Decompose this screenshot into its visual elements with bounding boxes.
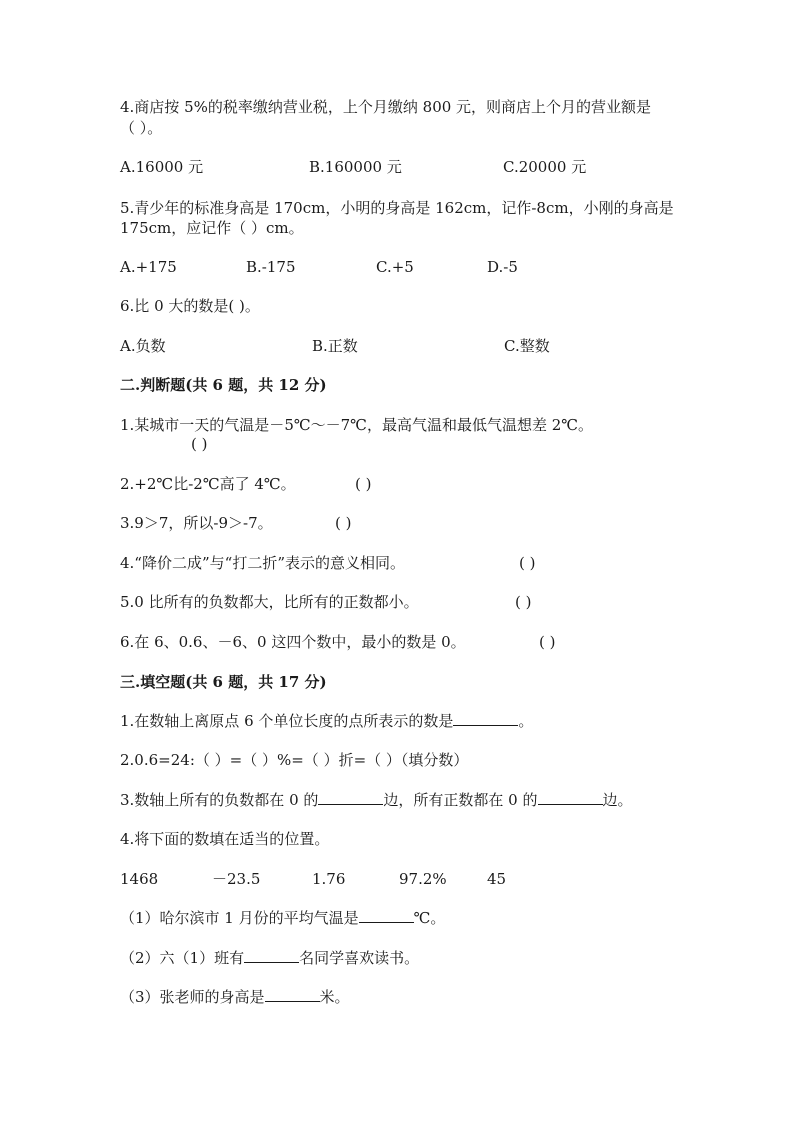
answer-blank[interactable] xyxy=(359,908,414,923)
sub-1-end: ℃。 xyxy=(413,909,446,927)
fill-item-3-text-b: 边，所有正数都在 0 的 xyxy=(383,791,538,809)
fill-item-1 xyxy=(120,711,533,731)
judge-item-6: 6.在 6、0.6、－6、0 这四个数中，最小的数是 0。 xyxy=(120,633,466,651)
answer-blank[interactable] xyxy=(244,948,299,963)
answer-blank[interactable] xyxy=(538,790,603,805)
judge-item-2: 2.+2℃比-2℃高了 4℃。 xyxy=(120,475,296,493)
judge-answer-paren-5: ( ) xyxy=(515,593,532,611)
option-b: B.正数 xyxy=(312,337,358,355)
option-a: A.+175 xyxy=(120,258,177,276)
judge-item-4: 4.“降价二成”与“打二折”表示的意义相同。 xyxy=(120,554,405,572)
judge-answer-paren-1: ( ) xyxy=(191,435,208,453)
judge-item-1: 1.某城市一天的气温是－5℃～－7℃，最高气温和最低气温想差 2℃。 xyxy=(120,416,594,434)
judge-answer-paren-3: ( ) xyxy=(335,514,352,532)
option-a: A.16000 元 xyxy=(120,158,204,176)
sub-1-text: （1）哈尔滨市 1 月份的平均气温是 xyxy=(120,909,359,927)
option-c: C.整数 xyxy=(504,337,550,355)
question-5-line2: 175cm，应记作（ ）cm。 xyxy=(120,219,304,237)
option-a: A.负数 xyxy=(120,337,166,355)
option-b: B.-175 xyxy=(246,258,296,276)
fill-item-4-title: 4.将下面的数填在适当的位置。 xyxy=(120,830,330,848)
fill-item-1-end: 。 xyxy=(518,712,534,730)
sub-2-text: （2）六（1）班有 xyxy=(120,949,245,967)
sub-3-end: 米。 xyxy=(319,988,350,1006)
section-heading-fill: 三.填空题(共 6 题，共 17 分) xyxy=(120,673,327,691)
fill-item-4-sub-1 xyxy=(120,908,445,928)
number-item: 97.2% xyxy=(399,870,447,888)
option-c: C.20000 元 xyxy=(503,158,587,176)
fill-item-2: 2.0.6=24:（ ）=（ ）%=（ ）折=（ ）（填分数） xyxy=(120,751,469,769)
answer-blank[interactable] xyxy=(453,711,518,726)
number-item: 45 xyxy=(487,870,507,888)
fill-item-4-sub-2 xyxy=(120,948,419,968)
number-item: －23.5 xyxy=(212,870,261,888)
fill-item-1-text: 1.在数轴上离原点 6 个单位长度的点所表示的数是 xyxy=(120,712,454,730)
fill-item-4-sub-3 xyxy=(120,987,350,1007)
number-item: 1468 xyxy=(120,870,159,888)
question-4-line2: （ ）。 xyxy=(120,119,163,137)
judge-item-3: 3.9＞7，所以-9＞-7。 xyxy=(120,514,273,532)
sub-2-end: 名同学喜欢读书。 xyxy=(299,949,420,967)
question-6: 6.比 0 大的数是( )。 xyxy=(120,297,260,315)
sub-3-text: （3）张老师的身高是 xyxy=(120,988,265,1006)
judge-answer-paren-4: ( ) xyxy=(519,554,536,572)
judge-answer-paren-6: ( ) xyxy=(539,633,556,651)
question-5-line1: 5.青少年的标准身高是 170cm，小明的身高是 162cm，记作-8cm，小刚的身高是 xyxy=(120,199,674,217)
fill-item-3-text-c: 边。 xyxy=(602,791,633,809)
number-item: 1.76 xyxy=(312,870,346,888)
answer-blank[interactable] xyxy=(265,987,320,1002)
section-heading-judge: 二.判断题(共 6 题，共 12 分) xyxy=(120,376,327,394)
fill-item-3-text-a: 3.数轴上所有的负数都在 0 的 xyxy=(120,791,319,809)
option-d: D.-5 xyxy=(487,258,518,276)
fill-item-3 xyxy=(120,790,633,810)
judge-item-5: 5.0 比所有的负数都大，比所有的正数都小。 xyxy=(120,593,419,611)
question-4-line1: 4.商店按 5%的税率缴纳营业税，上个月缴纳 800 元，则商店上个月的营业额是 xyxy=(120,98,652,116)
option-b: B.160000 元 xyxy=(309,158,402,176)
judge-answer-paren-2: ( ) xyxy=(355,475,372,493)
answer-blank[interactable] xyxy=(318,790,383,805)
option-c: C.+5 xyxy=(376,258,414,276)
